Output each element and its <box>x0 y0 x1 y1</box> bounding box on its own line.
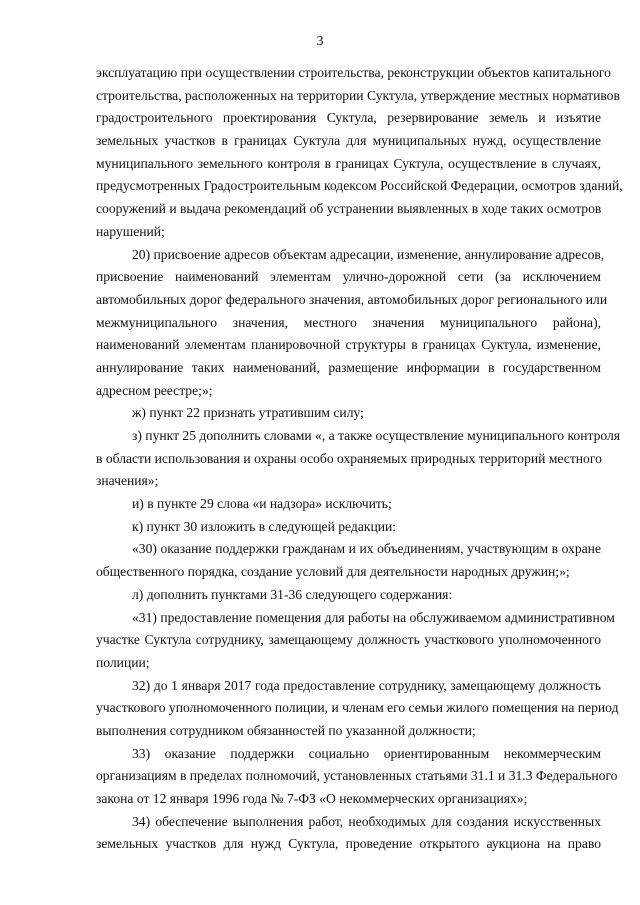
text-line: 32) до 1 января 2017 года предоставление сотруднику, замещающему должность <box>132 677 601 693</box>
text-line: предусмотренных Градостроительным кодексом Российской Федерации, осмотров зданий, <box>96 178 623 194</box>
page-number: 3 <box>316 34 324 49</box>
text-line: муниципального земельного контроля в границах Суктула, осуществление в случаях, <box>96 155 601 171</box>
paragraph <box>96 493 601 516</box>
text-line: сооружений и выдача рекомендаций об устранении выявленных в ходе таких осмотров <box>96 201 602 217</box>
text-line: организациям в пределах полномочий, установленных статьями 31.1 и 31.3 Федерального <box>96 768 618 784</box>
paragraph <box>96 743 618 811</box>
text-line: 34) обеспечение выполнения работ, необходимых для создания искусственных <box>132 813 601 829</box>
text-line: и) в пункте 29 слова «и надзора» исключить; <box>132 496 392 512</box>
text-line: наименований элементам планировочной структуры в границах Суктула, изменение, <box>96 337 601 353</box>
paragraph <box>96 538 601 583</box>
text-line: выполнения сотрудником обязанностей по указанной должности; <box>96 722 476 738</box>
text-line: «31) предоставление помещения для работы на обслуживаемом административном <box>132 609 615 625</box>
paragraph <box>96 584 601 607</box>
text-line: 20) присвоение адресов объектам адресации, изменение, аннулирование адресов, <box>132 246 605 262</box>
text-line: межмуниципального значения, местного значения муниципального района), <box>96 314 601 330</box>
text-line: закона от 12 января 1996 года № 7-ФЗ «О некоммерческих организациях»; <box>96 791 528 806</box>
text-line: 33) оказание поддержки социально ориентированным некоммерческим <box>132 745 601 761</box>
text-line: полиции; <box>96 654 150 670</box>
text-line: общественного порядка, создание условий для деятельности народных дружин;»; <box>96 564 570 580</box>
text-line: участкового уполномоченного полиции, и членам его семьи жилого помещения на период <box>96 700 619 716</box>
text-line: в области использования и охраны особо охраняемых природных территорий местного <box>96 450 602 466</box>
text-line: участке Суктула сотруднику, замещающему должность участкового уполномоченного <box>96 632 601 648</box>
paragraph <box>96 425 621 493</box>
text-line: земельных участков для нужд Суктула, проведение открытого аукциона на право <box>96 836 601 852</box>
document-body <box>96 62 623 856</box>
text-line: эксплуатацию при осуществлении строительства, реконструкции объектов капитального <box>96 65 611 80</box>
text-line: строительства, расположенных на территории Суктула, утверждение местных нормативов <box>96 87 620 103</box>
paragraph <box>96 62 623 244</box>
text-line: з) пункт 25 дополнить словами «, а также осуществление муниципального контроля <box>132 428 621 443</box>
text-line: ж) пункт 22 признать утратившим силу; <box>132 405 364 421</box>
text-line: «30) оказание поддержки гражданам и их объединениям, участвующим в охране <box>132 541 601 557</box>
paragraph <box>96 811 601 856</box>
text-line: к) пункт 30 изложить в следующей редакции: <box>132 518 397 534</box>
paragraph <box>96 402 601 425</box>
text-line: аннулирование таких наименований, размещение информации в государственном <box>96 359 601 375</box>
text-line: нарушений; <box>96 223 165 239</box>
paragraph <box>96 516 601 539</box>
text-line: автомобильных дорог федерального значения, автомобильных дорог регионального или <box>96 291 608 307</box>
text-line: значения»; <box>96 473 159 489</box>
paragraph <box>96 244 608 403</box>
paragraph <box>96 675 619 743</box>
text-line: л) дополнить пунктами 31-36 следующего содержания: <box>132 586 453 602</box>
text-line: присвоение наименований элементам улично-дорожной сети (за исключением <box>96 269 601 285</box>
paragraph <box>96 607 615 675</box>
text-line: градостроительного проектирования Суктула, резервирование земель и изъятие <box>96 110 601 126</box>
text-line: адресном реестре;»; <box>96 382 213 398</box>
text-line: земельных участков в границах Суктула для муниципальных нужд, осуществление <box>96 133 601 149</box>
